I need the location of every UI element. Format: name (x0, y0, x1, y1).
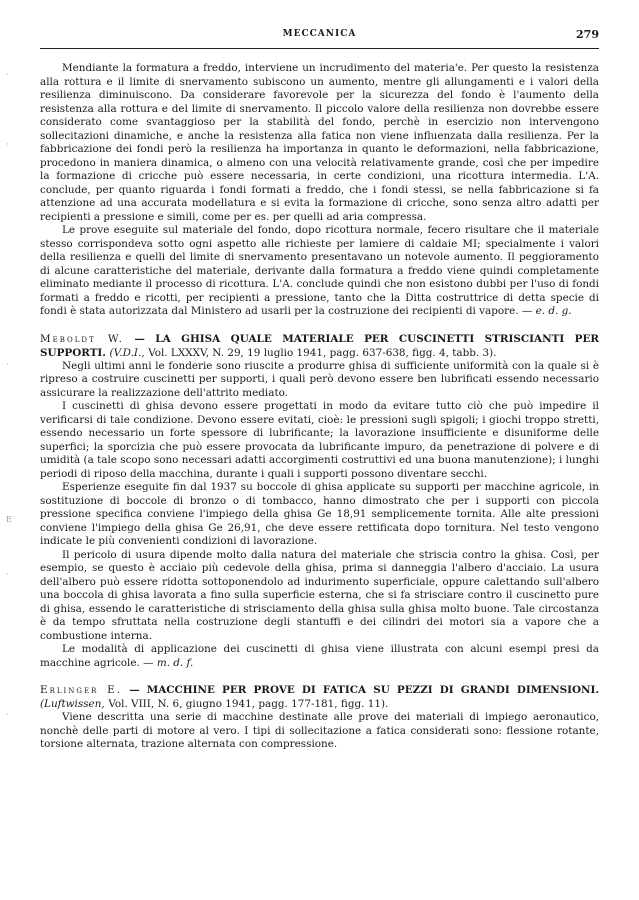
paragraph-text: Le prove eseguite sul materiale del fondo, dopo ricottura normale, fecero risultare che il materiale stesso corrispondeva sotto ogni aspetto alle richieste per lamiere di caldaie MI; specialmente i valori della resilienza e quelli del limite di snervamento presentavano un notevole aumento. Il peggioramento di alcune caratteristiche del materiale, derivante dalla formatura a freddo viene quindi completamente eliminato mediante il processo di ricottura. L'A. conclude quindi che non esistono dubbi per l'uso di fondi formati a freddo e ricotti, per recipienti a pressione, tanto che la Ditta costruttrice di detta specie di fondi è stata autorizzata dal Ministero ad usarli per la costruzione dei recipienti di vapore. — (40, 224, 599, 317)
entry-journal: (V.D.I., (109, 346, 145, 359)
author-initials: e. d. g. (535, 305, 572, 317)
paragraph (40, 643, 599, 670)
page-number: 279 (576, 28, 599, 41)
paragraph-text: Le modalità di applicazione dei cuscinetti di ghisa viene illustrata con alcuni esempi presi da macchine agricole. — (40, 643, 599, 669)
margin-scan-marks: · · · E · · (6, 70, 12, 719)
paragraph: Negli ultimi anni le fonderie sono riuscite a produrre ghisa di sufficiente uniformità con la quale si è ripreso a costruire cuscinetti per supporti, i quali però devono essere ben lubrificati essendo necessario assicurare la realizzazione dell'attrito mediato. (40, 359, 599, 399)
paragraph: Il pericolo di usura dipende molto dalla natura del materiale che striscia contro la ghisa. Così, per esempio, se questo è acciaio più cedevole della ghisa, prima si danneggia l'albero d'acciaio. La usura dell'albero può essere ridotta sottoponendolo ad indurimento superficiale, oppure calettando sull'albero una boccola di ghisa lavorata a fino sulla superficie esterna, che si fa strisciare contro il cuscinetto pure di ghisa, essendo le caratteristiche di strisciamento della ghisa sulla ghisa molto buone. Tale circostanza è da tempo sfruttata nella costruzione degli stantuffi e dei cilindri dei motori sia a vapore che a combustione interna. (40, 548, 599, 642)
paragraph: I cuscinetti di ghisa devono essere progettati in modo da evitare tutto ciò che può impedire il verificarsi di tale condizione. Devono essere evitati, cioè: le pressioni sugli spigoli; i giochi troppo stretti, essendo necessario un forte spessore di lubrificante; la lavorazione insufficiente e disuniforme delle superfici; la sporcizia che può essere provocata da lubrificante impuro, da penetrazione di polvere e di umidità (a tale scopo sono necessari adatti accorgimenti costruttivi ed una buona manutenzione); i lunghi periodi di riposo della macchina, durante i quali i supporti possono diventare secchi. (40, 400, 599, 480)
paragraph: Viene descritta una serie di macchine destinate alle prove dei materiali di impiego aeronautico, nonchè delle parti di motore al vero. I tipi di sollecitazione a fatica considerati sono: flessione rotante, torsione alternata, trazione alternata con compressione. (40, 711, 599, 750)
paragraph (40, 224, 599, 319)
entry-details: Vol. VIII, N. 6, giugno 1941, pagg. 177-181, figg. 11). (108, 698, 389, 710)
paragraph: Esperienze eseguite fin dal 1937 su boccole di ghisa applicate su supporti per macchine agricole, in sostituzione di boccole di bronzo o di tombacco, hanno dimostrato che per i supporti con piccola pressione specifica conviene l'impiego della ghisa Ge 18,91 semplicemente tornita. Alle alte pressioni conviene l'impiego della ghisa Ge 26,91, che deve essere rettificata dopo tornitura. Nel testo vengono indicate le più convenienti condizioni di lavorazione. (40, 481, 599, 547)
entry-journal: (Luftwissen, (40, 698, 105, 710)
entry-author: Meboldt W. (40, 332, 124, 345)
running-title: MECCANICA (282, 29, 357, 39)
entry-author: Erlinger E. (40, 684, 123, 696)
entry-heading (40, 683, 599, 711)
page-body (40, 62, 599, 752)
entry-title: — LA GHISA QUALE MATERIALE PER CUSCINETTI STRISCIANTI PER SUPPORTI. (40, 332, 599, 359)
entry-heading (40, 332, 599, 360)
entry-details: Vol. LXXXV, N. 29, 19 luglio 1941, pagg. 637-638, figg. 4, tabb. 3). (148, 346, 497, 359)
entry-title: — MACCHINE PER PROVE DI FATICA SU PEZZI DI GRANDI DIMENSIONI. (129, 684, 599, 696)
page-header (40, 28, 599, 49)
author-initials: m. d. f. (156, 656, 194, 669)
paragraph: Mendiante la formatura a freddo, interviene un incrudimento del materia'e. Per questo la resistenza alla rottura e il limite di snervamento subiscono un aumento, mentre gli allungamenti e i valori della resilienza diminuiscono. Da considerare favorevole per la sicurezza del fondo è l'aumento della resistenza alla rottura e del limite di snervamento. Il piccolo valore della resilienza non dovrebbe essere considerato come svantaggioso per la stabilità del fondo, perchè in esercizio non intervengono sollecitazioni dinamiche, e anche la resistenza alla fatica non viene influenzata dalla resilienza. Per la fabbricazione dei fondi però la resilienza ha importanza in quanto le deformazioni, nella fabbricazione, procedono in maniera dinamica, o almeno con una velocità relativamente grande, così che per impedire la formazione di cricche può essere necessaria, in certe condizioni, una ricottura intermedia. L'A. conclude, per quanto riguarda i fondi formati a freddo, che i fondi stessi, se nella fabbricazione si fa attenzione ad una accurata modellatura e si evita la formazione di cricche, sono senza altro adatti per recipienti a pressione e simili, come per es. per quelli ad aria compressa. (40, 62, 599, 223)
